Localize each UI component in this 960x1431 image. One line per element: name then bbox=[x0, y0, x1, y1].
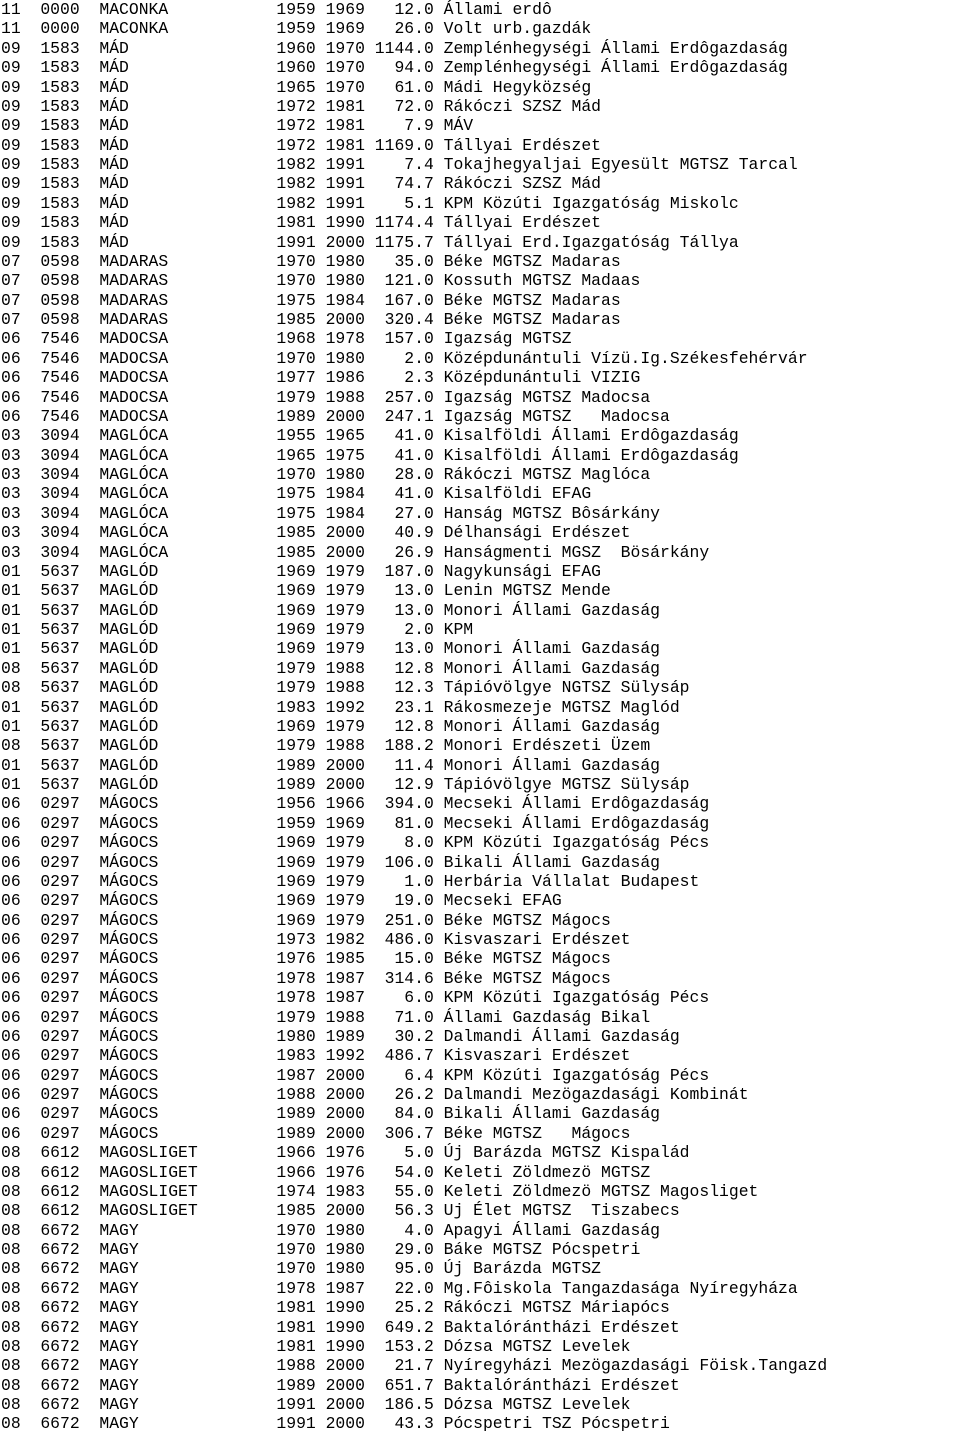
record-row: 08 6672 MAGY 1981 1990 25.2 Rákóczi MGTSZ Máriapócs bbox=[1, 1298, 670, 1318]
record-row: 08 6612 MAGOSLIGET 1966 1976 5.0 Új Barázda MGTSZ Kispalád bbox=[1, 1143, 690, 1163]
record-row: 09 1583 MÁD 1965 1970 61.0 Mádi Hegyközség bbox=[1, 77, 592, 97]
record-row: 08 6672 MAGY 1970 1980 95.0 Új Barázda MGTSZ bbox=[1, 1259, 601, 1279]
record-row: 09 1583 MÁD 1960 1970 1144.0 Zemplénhegységi Állami Erdôgazdaság bbox=[1, 38, 788, 58]
record-row: 06 0297 MÁGOCS 1987 2000 6.4 KPM Közúti Igazgatóság Pécs bbox=[1, 1065, 710, 1085]
record-row: 06 7546 MADOCSA 1970 1980 2.0 Középdunántuli Vízü.Ig.Székesfehérvár bbox=[1, 348, 808, 368]
record-row: 03 3094 MAGLÓCA 1970 1980 28.0 Rákóczi MGTSZ Maglóca bbox=[1, 465, 651, 484]
record-row: 06 0297 MÁGOCS 1978 1987 314.6 Béke MGTSZ Mágocs bbox=[1, 968, 611, 988]
record-row: 01 5637 MAGLÓD 1969 1979 12.8 Monori Állami Gazdaság bbox=[1, 716, 661, 736]
record-row: 06 0297 MÁGOCS 1969 1979 19.0 Mecseki EFAG bbox=[1, 891, 562, 911]
record-row: 03 3094 MAGLÓCA 1975 1984 41.0 Kisalföldi EFAG bbox=[1, 484, 592, 504]
record-row: 11 0000 MACONKA 1959 1969 26.0 Volt urb.gazdák bbox=[1, 19, 592, 39]
record-row: 09 1583 MÁD 1991 2000 1175.7 Tállyai Erd.Igazgatóság Tállya bbox=[1, 232, 739, 252]
record-row: 03 3094 MAGLÓCA 1985 2000 40.9 Délhansági Erdészet bbox=[1, 523, 631, 543]
record-row: 06 0297 MÁGOCS 1988 2000 26.2 Dalmandi Mezögazdasági Kombinát bbox=[1, 1085, 749, 1104]
record-row: 08 6612 MAGOSLIGET 1974 1983 55.0 Keleti Zöldmezö MGTSZ Magosliget bbox=[1, 1181, 759, 1201]
record-row: 06 0297 MÁGOCS 1983 1992 486.7 Kisvaszari Erdészet bbox=[1, 1046, 631, 1066]
record-row: 07 0598 MADARAS 1985 2000 320.4 Béke MGTSZ Madaras bbox=[1, 310, 621, 329]
record-row: 08 6672 MAGY 1981 1990 649.2 Baktalórántházi Erdészet bbox=[1, 1317, 680, 1337]
record-row: 06 0297 MÁGOCS 1959 1969 81.0 Mecseki Állami Erdôgazdaság bbox=[1, 813, 710, 833]
record-row: 06 0297 MÁGOCS 1989 2000 306.7 Béke MGTSZ Mágocs bbox=[1, 1123, 631, 1143]
record-row: 06 0297 MÁGOCS 1973 1982 486.0 Kisvaszari Erdészet bbox=[1, 930, 631, 949]
record-row: 01 5637 MAGLÓD 1969 1979 13.0 Monori Állami Gazdaság bbox=[1, 600, 661, 620]
record-row: 06 7546 MADOCSA 1989 2000 247.1 Igazság MGTSZ Madocsa bbox=[1, 406, 670, 426]
record-row: 08 5637 MAGLÓD 1979 1988 12.3 Tápióvölgye NGTSZ Sülysáp bbox=[1, 678, 690, 698]
record-row: 06 0297 MÁGOCS 1980 1989 30.2 Dalmandi Állami Gazdaság bbox=[1, 1026, 680, 1046]
record-row: 08 6612 MAGOSLIGET 1985 2000 56.3 Uj Élet MGTSZ Tiszabecs bbox=[1, 1201, 680, 1221]
record-row: 01 5637 MAGLÓD 1983 1992 23.1 Rákosmezeje MGTSZ Maglód bbox=[1, 697, 680, 717]
record-row: 06 0297 MÁGOCS 1969 1979 1.0 Herbária Vállalat Budapest bbox=[1, 871, 700, 891]
record-row: 03 3094 MAGLÓCA 1975 1984 27.0 Hanság MGTSZ Bôsárkány bbox=[1, 503, 661, 523]
record-row: 08 6672 MAGY 1991 2000 186.5 Dózsa MGTSZ Levelek bbox=[1, 1395, 631, 1414]
record-row: 08 6672 MAGY 1970 1980 4.0 Apagyi Állami Gazdaság bbox=[1, 1220, 661, 1240]
record-row: 07 0598 MADARAS 1970 1980 35.0 Béke MGTSZ Madaras bbox=[1, 251, 621, 271]
record-row: 09 1583 MÁD 1972 1981 7.9 MÁV bbox=[1, 116, 474, 136]
record-row: 03 3094 MAGLÓCA 1965 1975 41.0 Kisalföldi Állami Erdôgazdaság bbox=[1, 445, 739, 465]
record-row: 06 7546 MADOCSA 1968 1978 157.0 Igazság MGTSZ bbox=[1, 329, 572, 349]
record-row: 08 6672 MAGY 1988 2000 21.7 Nyíregyházi Mezögazdasági Föisk.Tangazd bbox=[1, 1356, 828, 1376]
record-row: 01 5637 MAGLÓD 1989 2000 11.4 Monori Állami Gazdaság bbox=[1, 755, 661, 775]
record-row: 03 3094 MAGLÓCA 1985 2000 26.9 Hanságmenti MGSZ Bösárkány bbox=[1, 542, 710, 562]
record-row: 07 0598 MADARAS 1970 1980 121.0 Kossuth MGTSZ Madaas bbox=[1, 271, 641, 291]
record-row: 06 0297 MÁGOCS 1969 1979 106.0 Bikali Állami Gazdaság bbox=[1, 852, 661, 872]
record-row: 08 5637 MAGLÓD 1979 1988 188.2 Monori Erdészeti Üzem bbox=[1, 736, 651, 756]
record-row: 01 5637 MAGLÓD 1969 1979 13.0 Lenin MGTSZ Mende bbox=[1, 581, 611, 601]
record-row: 11 0000 MACONKA 1959 1969 12.0 Állami erdô bbox=[1, 0, 552, 19]
record-row: 08 6672 MAGY 1978 1987 22.0 Mg.Fôiskola Tangazdasága Nyíregyháza bbox=[1, 1278, 798, 1298]
record-row: 07 0598 MADARAS 1975 1984 167.0 Béke MGTSZ Madaras bbox=[1, 290, 621, 310]
record-row: 06 0297 MÁGOCS 1956 1966 394.0 Mecseki Állami Erdôgazdaság bbox=[1, 794, 710, 814]
record-row: 08 5637 MAGLÓD 1979 1988 12.8 Monori Állami Gazdaság bbox=[1, 658, 661, 678]
record-row: 06 7546 MADOCSA 1979 1988 257.0 Igazság MGTSZ Madocsa bbox=[1, 387, 651, 407]
record-row: 01 5637 MAGLÓD 1989 2000 12.9 Tápióvölgye MGTSZ Sülysáp bbox=[1, 775, 690, 794]
record-row: 09 1583 MÁD 1981 1990 1174.4 Tállyai Erdészet bbox=[1, 213, 601, 233]
record-row: 01 5637 MAGLÓD 1969 1979 2.0 KPM bbox=[1, 620, 474, 639]
record-row: 06 0297 MÁGOCS 1969 1979 8.0 KPM Közúti Igazgatóság Pécs bbox=[1, 833, 710, 853]
record-row: 09 1583 MÁD 1982 1991 5.1 KPM Közúti Igazgatóság Miskolc bbox=[1, 193, 739, 213]
record-row: 06 0297 MÁGOCS 1989 2000 84.0 Bikali Állami Gazdaság bbox=[1, 1104, 661, 1124]
record-row: 08 6672 MAGY 1981 1990 153.2 Dózsa MGTSZ Levelek bbox=[1, 1336, 631, 1356]
record-row: 09 1583 MÁD 1972 1981 1169.0 Tállyai Erdészet bbox=[1, 135, 601, 155]
record-row: 06 0297 MÁGOCS 1979 1988 71.0 Állami Gazdaság Bikal bbox=[1, 1007, 651, 1027]
record-row: 06 0297 MÁGOCS 1976 1985 15.0 Béke MGTSZ Mágocs bbox=[1, 949, 611, 969]
record-row: 01 5637 MAGLÓD 1969 1979 13.0 Monori Állami Gazdaság bbox=[1, 639, 661, 659]
record-row: 08 6672 MAGY 1970 1980 29.0 Báke MGTSZ Pócspetri bbox=[1, 1240, 641, 1259]
record-row: 08 6672 MAGY 1991 2000 43.3 Pócspetri TSZ Pócspetri bbox=[1, 1414, 670, 1431]
record-row: 08 6672 MAGY 1989 2000 651.7 Baktalórántházi Erdészet bbox=[1, 1375, 680, 1395]
record-row: 03 3094 MAGLÓCA 1955 1965 41.0 Kisalföldi Állami Erdôgazdaság bbox=[1, 426, 739, 446]
record-row: 06 7546 MADOCSA 1977 1986 2.3 Középdunántuli VIZIG bbox=[1, 368, 641, 388]
record-row: 08 6612 MAGOSLIGET 1966 1976 54.0 Keleti Zöldmezö MGTSZ bbox=[1, 1162, 651, 1182]
record-row: 09 1583 MÁD 1982 1991 7.4 Tokajhegyaljai Egyesült MGTSZ Tarcal bbox=[1, 155, 798, 174]
record-row: 06 0297 MÁGOCS 1978 1987 6.0 KPM Közúti Igazgatóság Pécs bbox=[1, 988, 710, 1008]
record-row: 09 1583 MÁD 1960 1970 94.0 Zemplénhegységi Állami Erdôgazdaság bbox=[1, 58, 788, 78]
record-row: 09 1583 MÁD 1972 1981 72.0 Rákóczi SZSZ Mád bbox=[1, 96, 601, 116]
record-row: 06 0297 MÁGOCS 1969 1979 251.0 Béke MGTSZ Mágocs bbox=[1, 910, 611, 930]
record-row: 09 1583 MÁD 1982 1991 74.7 Rákóczi SZSZ Mád bbox=[1, 174, 601, 194]
record-row: 01 5637 MAGLÓD 1969 1979 187.0 Nagykunsági EFAG bbox=[1, 561, 601, 581]
